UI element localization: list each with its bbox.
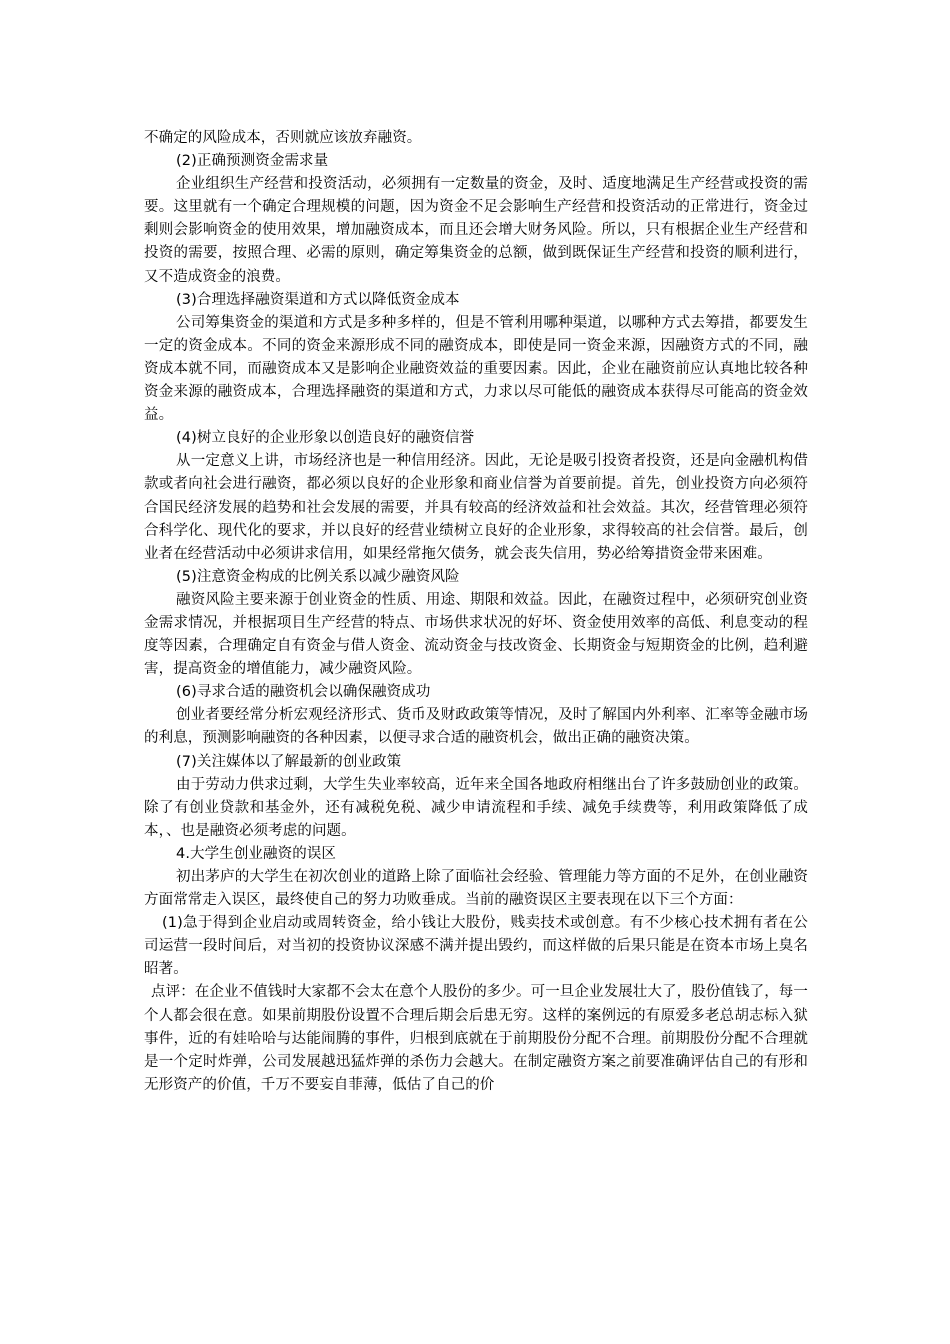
heading-company-image: (4)树立良好的企业形象以创造良好的融资信誉 — [176, 430, 475, 447]
paragraph-continuation: 不确定的风险成本，否则就应该放弃融资。 — [144, 130, 422, 146]
heading-choose-channels: (3)合理选择融资渠道和方式以降低资金成本 — [176, 291, 460, 308]
paragraph-choose-channels: 公司筹集资金的渠道和方式是多种多样的，但是不管利用哪种渠道，以哪种方式去筹措，都要发生一定的资金成本。不同的资金来源形成不同的融资成本，即使是同一资金来源，因融资方式的不同，融资成本就不同，而融资成本又是影响企业融资效益的重要因素。因此，企业在融资前应认真地比较各种资金来源的融资成本，合理选择融资的渠道和方式，力求以尽可能低的融资成本获得尽可能高的资金效益。 — [144, 314, 808, 424]
heading-financing-pitfalls: 4.大学生创业融资的误区 — [176, 845, 337, 862]
heading-financing-opportunity: (6)寻求合适的融资机会以确保融资成功 — [176, 684, 431, 701]
heading-capital-structure: (5)注意资金构成的比例关系以减少融资风险 — [176, 568, 460, 585]
paragraph-capital-structure: 融资风险主要来源于创业资金的性质、用途、期限和效益。因此，在融资过程中，必须研究创业资金需求情况，并根据项目生产经营的特点、市场供求状况的好坏、资金使用效率的高低、利息变动的程度等因素，合理确定自有资金与借人资金、流动资金与技改资金、长期资金与短期资金的比例，趋利避害，提高资金的增值能力，减少融资风险。 — [144, 591, 808, 678]
document-body — [144, 127, 808, 1097]
paragraph-financing-opportunity: 创业者要经常分析宏观经济形式、货币及财政政策等情况，及时了解国内外利率、汇率等金融市场的利息，预测影响融资的各种因素，以便寻求合适的融资机会，做出正确的融资决策。 — [144, 707, 808, 747]
paragraph-financing-pitfalls: 初出茅庐的大学生在初次创业的道路上除了面临社会经验、管理能力等方面的不足外，在创业融资方面常常走入误区，最终使自己的努力功败垂成。当前的融资误区主要表现在以下三个方面： — [144, 869, 808, 909]
paragraph-commentary: 点评：在企业不值钱时大家都不会太在意个人股份的多少。可一旦企业发展壮大了，股份值钱了，每一个人都会很在意。如果前期股份设置不合理后期会后患无穷。这样的案例远的有原爱多老总胡志标入狱事件，近的有娃哈哈与达能闹腾的事件，归根到底就在于前期股份分配不合理。前期股份分配不合理就是一个定时炸弹，公司发展越迅猛炸弹的杀伤力会越大。在制定融资方案之前要准确评估自己的有形和无形资产的价值，千万不要妄自菲薄，低估了自己的价 — [144, 984, 808, 1093]
heading-policy-media: (7)关注媒体以了解最新的创业政策 — [176, 753, 402, 770]
paragraph-forecast-demand: 企业组织生产经营和投资活动，必须拥有一定数量的资金，及时、适度地满足生产经营或投资的需要。这里就有一个确定合理规模的问题，因为资金不足会影响生产经营和投资活动的正常进行，资金过剩则会影响资金的使用效果，增加融资成本，而且还会增大财务风险。所以，只有根据企业生产经营和投资的需要，按照合理、必需的原则，确定筹集资金的总额，做到既保证生产经营和投资的顺利进行，又不造成资金的浪费。 — [144, 176, 808, 285]
paragraph-pitfall-1: (1)急于得到企业启动或周转资金，给小钱让大股份，贱卖技术或创意。有不少核心技术拥有者在公司运营一段时间后，对当初的投资协议深感不满并提出毁约，而这样做的后果只能是在资本市场上臭名昭著。 — [144, 915, 808, 978]
paragraph-company-image: 从一定意义上讲，市场经济也是一种信用经济。因此，无论是吸引投资者投资，还是向金融机构借款或者向社会进行融资，都必须以良好的企业形象和商业信誉为首要前提。首先，创业投资方向必须符合国民经济发展的趋势和社会发展的需要，并具有较高的经济效益和社会效益。其次，经营管理必须符合科学化、现代化的要求，并以良好的经营业绩树立良好的企业形象，求得较高的社会信誉。最后，创业者在经营活动中必须讲求信用，如果经常拖欠债务，就会丧失信用，势必给筹措资金带来困难。 — [144, 453, 808, 562]
paragraph-policy-media: 由于劳动力供求过剩，大学生失业率较高，近年来全国各地政府相继出台了许多鼓励创业的政策。除了有创业贷款和基金外，还有减税免税、减少申请流程和手续、减免手续费等，利用政策降低了成本，、也是融资必须考虑的问题。 — [144, 776, 808, 839]
heading-forecast-demand: (2)正确预测资金需求量 — [176, 153, 329, 170]
